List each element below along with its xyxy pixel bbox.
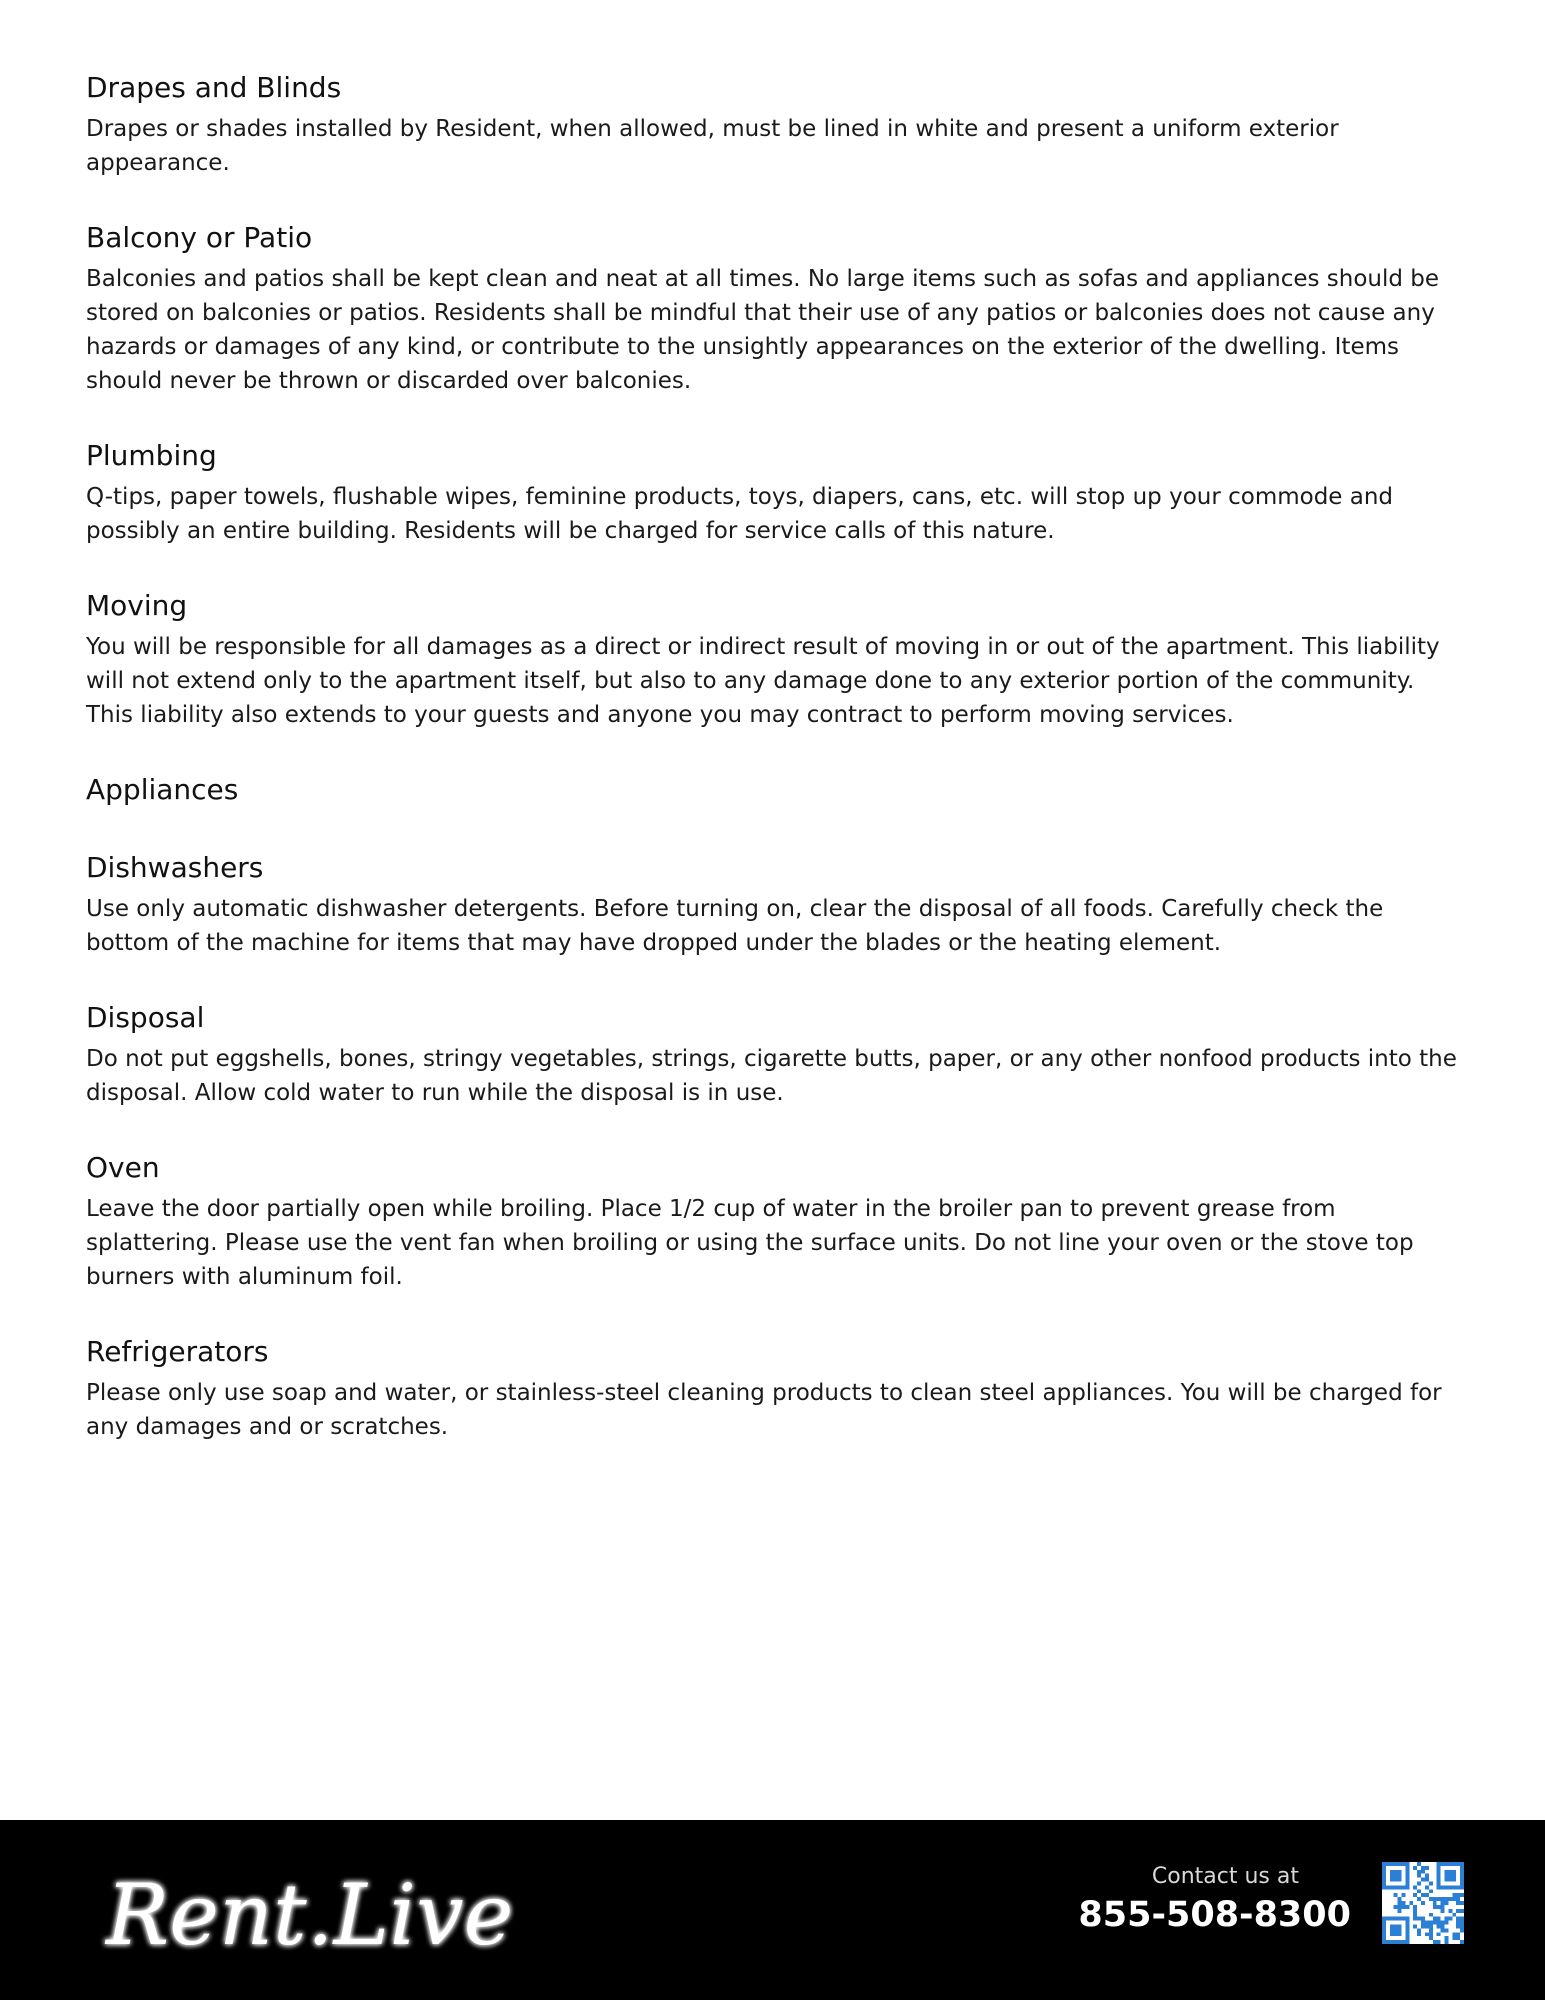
section-heading: Moving (86, 589, 188, 622)
section-plumbing (86, 436, 1466, 548)
section-heading: Refrigerators (86, 1335, 269, 1368)
section-heading: Plumbing (86, 439, 217, 472)
section-body: Leave the door partially open while broiling. Place 1/2 cup of water in the broiler pan to prevent grease from splattering. Please use the vent fan when broiling or using the surface units. Do not line your oven or the stove top burners with aluminum foil. (86, 1196, 1414, 1290)
contact-block (1078, 1862, 1351, 1938)
section-heading: Drapes and Blinds (86, 71, 342, 104)
section-body: Balconies and patios shall be kept clean and neat at all times. No large items such as sofas and appliances should be stored on balconies or patios. Residents shall be mindful that their use of any patios or balconies does not cause any hazards or damages of any kind, or contribute to the unsightly appearances on the exterior of the dwelling. Items should never be thrown or discarded over balconies. (86, 266, 1440, 394)
section-body: Use only automatic dishwasher detergents. Before turning on, clear the disposal of all foods. Carefully check the bottom of the machine for items that may have dropped under the blades or the heating element. (86, 896, 1384, 956)
section-body: Do not put eggshells, bones, stringy vegetables, strings, cigarette butts, paper, or any other nonfood products into the disposal. Allow cold water to run while the disposal is in use. (86, 1046, 1457, 1106)
section-oven (86, 1148, 1466, 1294)
section-heading: Appliances (86, 773, 239, 806)
contact-label: Contact us at (1151, 1864, 1299, 1889)
section-moving (86, 586, 1466, 732)
section-dishwashers (86, 848, 1466, 960)
section-body: Drapes or shades installed by Resident, when allowed, must be lined in white and present a uniform exterior appearance. (86, 116, 1339, 176)
rent-live-logo[interactable] (100, 1844, 514, 1974)
section-heading: Oven (86, 1151, 160, 1184)
document-body (86, 68, 1466, 1482)
section-body: You will be responsible for all damages as a direct or indirect result of moving in or out of the apartment. This liability will not extend only to the apartment itself, but also to any damage done to any exterior portion of the community. This liability also extends to your guests and anyone you may contract to perform moving services. (86, 634, 1440, 728)
qr-code-icon[interactable] (1382, 1862, 1464, 1944)
section-body: Please only use soap and water, or stainless-steel cleaning products to clean steel appliances. You will be charged for any damages and or scratches. (86, 1380, 1442, 1440)
section-heading: Disposal (86, 1001, 205, 1034)
section-refrigerators (86, 1332, 1466, 1444)
logo-text: Rent.Live (106, 1866, 514, 1964)
section-appliances (86, 770, 1466, 810)
contact-phone[interactable]: 855-508-8300 (1078, 1895, 1351, 1935)
footer-bar (0, 1820, 1545, 2000)
section-heading: Balcony or Patio (86, 221, 313, 254)
section-drapes-and-blinds (86, 68, 1466, 180)
section-heading: Dishwashers (86, 851, 264, 884)
section-balcony-or-patio (86, 218, 1466, 398)
section-disposal (86, 998, 1466, 1110)
section-body: Q-tips, paper towels, flushable wipes, feminine products, toys, diapers, cans, etc. will stop up your commode and possibly an entire building. Residents will be charged for service calls of this nature. (86, 484, 1394, 544)
